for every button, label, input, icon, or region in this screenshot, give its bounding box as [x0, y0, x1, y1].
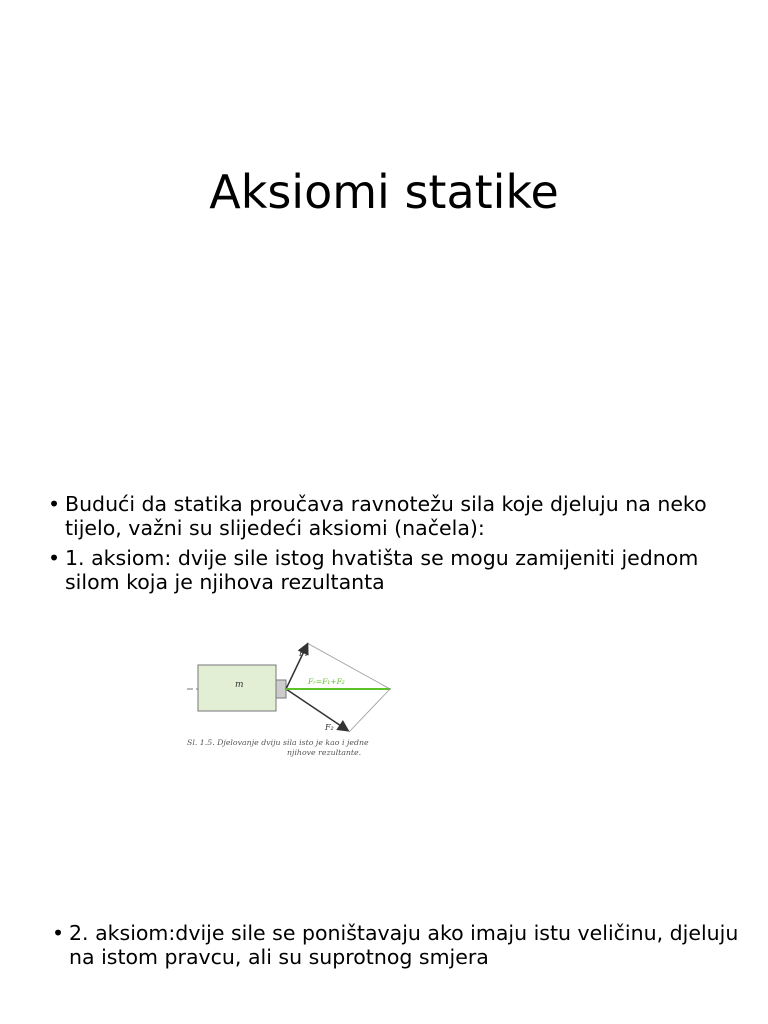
bullet-text: Budući da statika proučava ravnotežu sila koje djeluju na neko tijelo, važni su slijedeći aksiomi (načela): — [65, 492, 707, 540]
bullet-text: 2. aksiom:dvije sile se poništavaju ako imaju istu veličinu, djeluju na istom pravcu, ali su suprotnog smjera — [69, 921, 739, 969]
figure-caption-line-2: njihove rezultante. — [287, 748, 362, 757]
bullet-text: 1. aksiom: dvije sile istog hvatišta se mogu zamijeniti jednom silom koja je njihova rezultanta — [65, 546, 699, 594]
resultant-label: Fᵣ=F₁+F₂ — [308, 677, 345, 686]
bullet-list-top — [48, 492, 738, 600]
bullet-marker: • — [48, 492, 61, 516]
figure-caption-line-1: Sl. 1.5. Djelovanje dviju sila isto je kao i jedne — [187, 738, 369, 747]
bullet-list-bottom — [52, 921, 742, 975]
slide-title: Aksiomi statike — [209, 165, 559, 219]
body-label: m — [235, 680, 244, 690]
bullet-item — [48, 546, 738, 594]
force2-arrow — [286, 689, 347, 730]
bullet-marker: • — [48, 546, 61, 570]
bullet-item — [48, 492, 738, 540]
bullet-item — [52, 921, 742, 969]
force-diagram — [183, 640, 405, 762]
force2-label: F₂ — [325, 723, 334, 732]
construction-line — [349, 689, 390, 732]
connector-block — [276, 680, 286, 698]
force1-label: F₁ — [299, 649, 308, 658]
force-diagram-figure — [183, 640, 405, 762]
bullet-marker: • — [52, 921, 65, 945]
